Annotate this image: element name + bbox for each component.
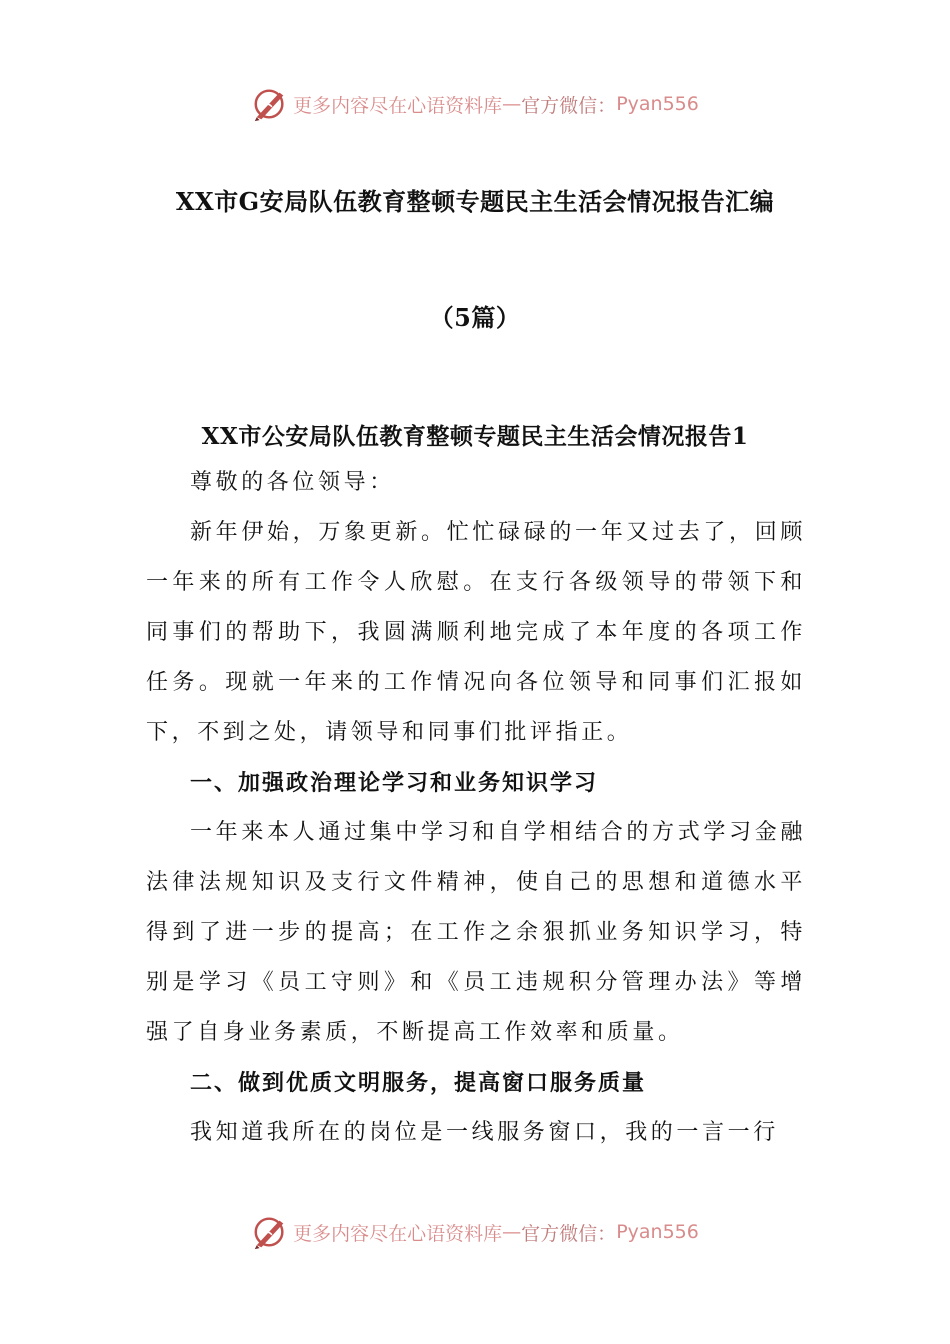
watermark-wechat-id: Pyan556 (616, 93, 699, 115)
salutation: 尊敬的各位领导： (190, 470, 395, 495)
footer-watermark-banner (0, 1210, 950, 1254)
watermark-text: 更多内容尽在心语资料库 (293, 94, 503, 117)
paragraph-service: 我知道我所在的岗位是一线服务窗口，我的一言一行 (190, 1120, 779, 1145)
report-subtitle: XX市公安局队伍教育整顿专题民主生活会情况报告1 (201, 423, 749, 450)
pen-logo-icon (251, 85, 289, 123)
section-heading-2: 二、做到优质文明服务，提高窗口服务质量 (190, 1070, 647, 1096)
watermark-wechat-id: Pyan556 (616, 1221, 699, 1243)
watermark-wechat-label: 官方微信： (521, 1222, 617, 1245)
paragraph-study: 一年来本人通过集中学习和自学相结合的方式学习金融法律法规知识及支行文件精神，使自己的思想和道德水平得到了进一步的提高；在工作之余狠抓业务知识学习，特别是学习《员工守则》和《员工违规积分管理办法》等增强了自身业务素质，不断提高工作效率和质量。 (146, 820, 806, 1045)
watermark-text: 更多内容尽在心语资料库 (293, 1222, 503, 1245)
header-watermark-banner (0, 82, 950, 126)
paragraph-intro: 新年伊始，万象更新。忙忙碌碌的一年又过去了，回顾一年来的所有工作令人欣慰。在支行各级领导的带领下和同事们的帮助下，我圆满顺利地完成了本年度的各项工作任务。现就一年来的工作情况向各位领导和同事们汇报如下，不到之处，请领导和同事们批评指正。 (146, 520, 806, 745)
document-title-count: （5篇） (429, 303, 521, 332)
document-title: XX市G安局队伍教育整顿专题民主生活会情况报告汇编 (175, 187, 775, 216)
watermark-dash: — (502, 93, 522, 115)
document-body (146, 458, 806, 1158)
pen-logo-icon (251, 1213, 289, 1251)
watermark-wechat-label: 官方微信： (521, 94, 617, 117)
section-heading-1: 一、加强政治理论学习和业务知识学习 (190, 770, 599, 796)
watermark-dash: — (502, 1221, 522, 1243)
